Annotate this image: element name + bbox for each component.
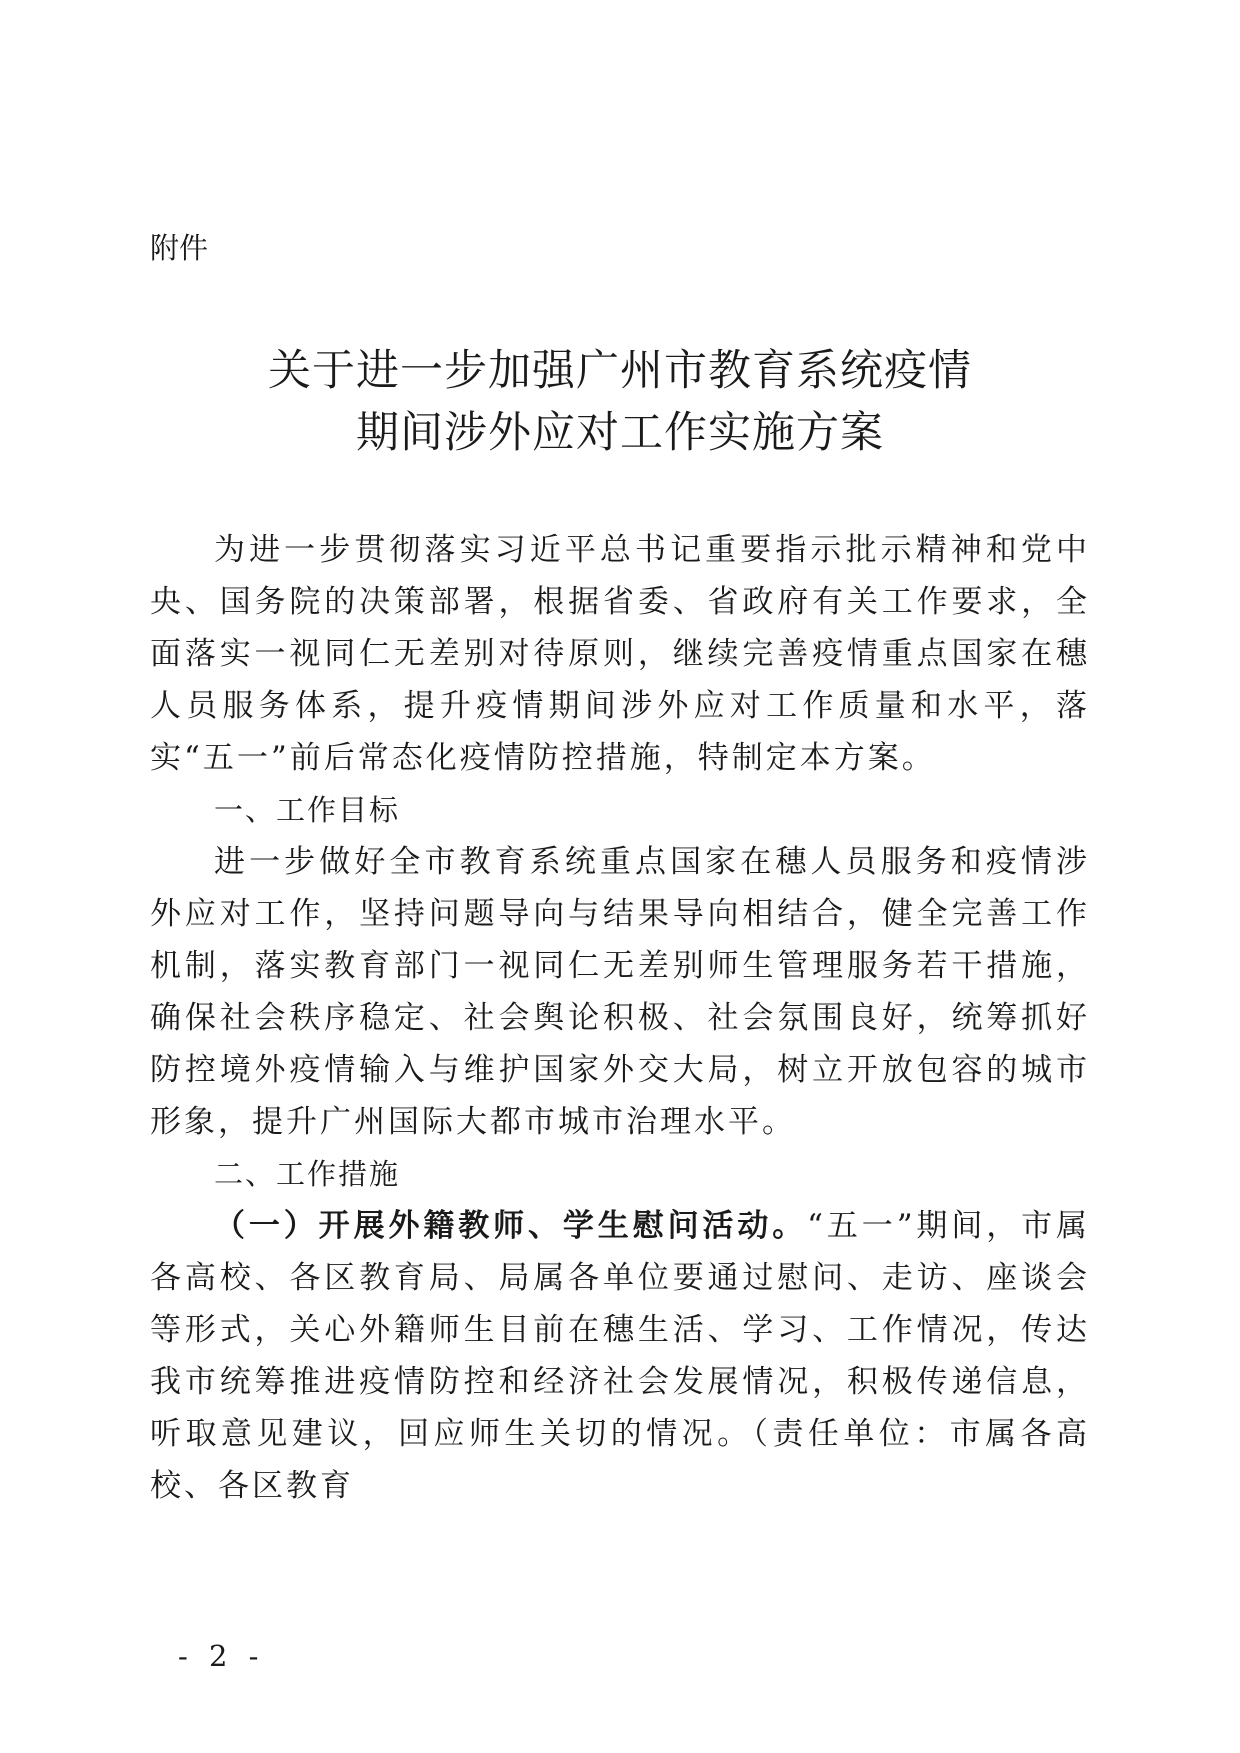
- goals-paragraph: 进一步做好全市教育系统重点国家在穗人员服务和疫情涉外应对工作，坚持问题导向与结果导向相结合，健全完善工作机制，落实教育部门一视同仁无差别师生管理服务若干措施，确保社会秩序稳定、社会舆论积极、社会氛围良好，统筹抓好防控境外疫情输入与维护国家外交大局，树立开放包容的城市形象，提升广州国际大都市城市治理水平。: [150, 844, 1090, 1140]
- document-title: [150, 340, 1090, 464]
- document-body: [150, 524, 1090, 1512]
- measure-item-1-lead: （一）开展外籍教师、学生慰问活动。: [214, 1208, 808, 1244]
- page-number: - 2 -: [178, 1639, 265, 1673]
- section-heading-measures: 二、工作措施: [214, 1157, 401, 1191]
- attachment-label: 附件: [150, 231, 209, 265]
- intro-paragraph: 为进一步贯彻落实习近平总书记重要指示批示精神和党中央、国务院的决策部署，根据省委、省政府有关工作要求，全面落实一视同仁无差别对待原则，继续完善疫情重点国家在穗人员服务体系，提升疫情期间涉外应对工作质量和水平，落实“五一”前后常态化疫情防控措施，特制定本方案。: [150, 532, 1090, 776]
- title-line-1: 关于进一步加强广州市教育系统疫情: [268, 346, 972, 396]
- measure-item-1-text: “五一”期间，市属各高校、各区教育局、局属各单位要通过慰问、走访、座谈会等形式，关心外籍师生目前在穗生活、学习、工作情况，传达我市统筹推进疫情防控和经济社会发展情况，积极传递信息，听取意见建议，回应师生关切的情况。（责任单位：市属各高校、各区教育: [150, 1208, 1091, 1504]
- measure-item-1: [150, 1200, 1090, 1512]
- section-heading-goals: 一、工作目标: [214, 793, 401, 827]
- title-line-2: 期间涉外应对工作实施方案: [356, 408, 884, 458]
